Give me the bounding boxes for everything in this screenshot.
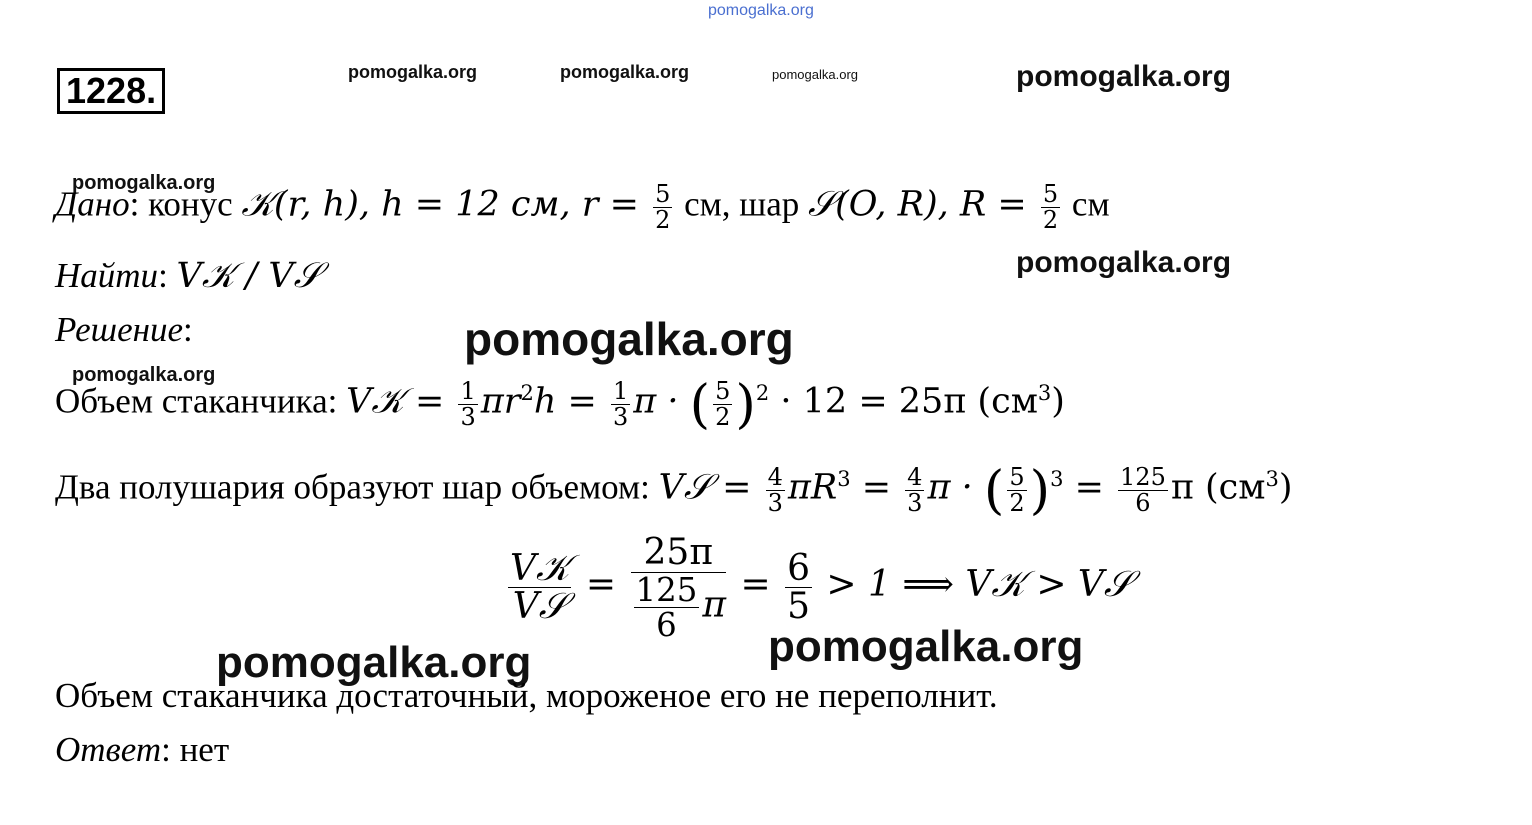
ratio-eq-2: =	[729, 564, 783, 606]
given-text-2: см, шар	[675, 184, 809, 224]
watermark-bottom-left: pomogalka.org	[216, 638, 532, 687]
find-line	[55, 256, 321, 296]
watermark-bottom-right: pomogalka.org	[768, 622, 1084, 671]
fraction-R	[1041, 182, 1060, 233]
sphere-volume-lhs: V𝒮 =	[658, 467, 763, 508]
cone-volume-mid-1: πr	[480, 381, 521, 422]
ratio-formula	[505, 534, 1132, 642]
given-args-2: (O, R), R =	[835, 184, 1038, 225]
fraction-r-num: 5	[655, 180, 671, 208]
cone-symbol: 𝒦	[241, 184, 274, 225]
cone-volume-tail-end: )	[1051, 381, 1065, 422]
sphere-volume-tail-end: )	[1278, 467, 1293, 508]
ratio-fraction-1-den: V𝒮	[512, 586, 567, 628]
watermark-center-big: pomogalka.org	[464, 313, 794, 365]
cone-volume-mid-3: π ·	[633, 381, 690, 422]
sphere-fraction-4	[1118, 462, 1168, 517]
sphere-fraction-1-num: 4	[767, 462, 783, 491]
ratio-inner-num: 125	[635, 570, 698, 609]
given-text-1: : конус	[129, 184, 242, 224]
fraction-R-den: 2	[1042, 206, 1059, 235]
ratio-tail: > 1 ⟹ V𝒦 > V𝒮	[814, 564, 1132, 606]
cone-volume-line: Объем стаканчика: V𝒦 = $\frac{1}{3}$ $\pi r^2h$ = $\frac{1}{3}$ π · ( $\frac{5}{2}$ )$^2$ · 12 = 25π $(см^3)$	[55, 374, 1065, 435]
sphere-volume-mid-4: =	[1063, 467, 1116, 508]
ratio-fraction-2-den	[631, 570, 727, 644]
cone-volume-mid-2: h =	[533, 381, 608, 422]
problem-number: 1228.	[57, 68, 165, 114]
find-expression: V𝒦 / V𝒮	[176, 256, 321, 296]
ratio-eq-1: =	[574, 564, 628, 606]
ratio-inner-pi: π	[702, 584, 727, 626]
sphere-volume-text: Два полушария образуют шар объемом:	[55, 467, 659, 507]
ratio-fraction-2	[631, 534, 727, 642]
answer-text: : нет	[161, 730, 230, 769]
sphere-fraction-2-num: 4	[907, 462, 923, 491]
given-label: Дано	[55, 184, 130, 224]
sphere-fraction-3	[1007, 462, 1026, 517]
fraction-R-num: 5	[1042, 180, 1059, 208]
answer-label: Ответ	[55, 730, 162, 769]
watermark-left-2: pomogalka.org	[72, 364, 216, 386]
cone-volume-text: Объем стаканчика:	[55, 381, 347, 421]
watermark-row1-big: pomogalka.org	[1016, 60, 1232, 93]
cone-volume-exp-1: 2	[520, 380, 534, 405]
watermark-right-mid: pomogalka.org	[1016, 246, 1232, 279]
cone-volume-exp-2: 2	[755, 380, 770, 405]
cone-fraction-3	[713, 376, 732, 431]
answer-line	[55, 730, 229, 770]
sphere-volume-exp-1: 3	[837, 466, 851, 491]
cone-fraction-3-num: 5	[715, 376, 731, 405]
sphere-fraction-2-den: 3	[907, 489, 923, 517]
watermark-left-1: pomogalka.org	[72, 172, 216, 194]
watermark-row1-b: pomogalka.org	[560, 62, 690, 82]
sphere-fraction-1-den: 3	[767, 489, 783, 517]
cone-fraction-1	[458, 376, 477, 431]
sphere-volume-tail-exp: 3	[1265, 466, 1279, 491]
ratio-fraction-2-num: 25π	[631, 534, 727, 573]
sphere-volume-line: Два полушария образуют шар объемом: V𝒮 = $\frac{4}{3}$ $\pi R^3$ = $\frac{4}{3}$ π · ( $\frac{5}{2}$ )$^3$ = $\frac{125}{6}$ π $(см^3)$	[55, 460, 1293, 521]
watermark-row1-c: pomogalka.org	[772, 67, 858, 82]
find-colon: :	[158, 256, 177, 295]
sphere-fraction-3-num: 5	[1009, 462, 1025, 491]
cone-volume-tail: · 12 = 25π (см	[769, 381, 1038, 422]
sphere-fraction-3-den: 2	[1009, 489, 1025, 517]
sphere-volume-tail: π (см	[1170, 467, 1266, 508]
solution-label: Решение	[55, 310, 184, 349]
watermark-row1-a: pomogalka.org	[348, 62, 478, 82]
given-line	[55, 182, 1110, 233]
ratio-inner-den: 6	[656, 605, 677, 644]
given-unit: см	[1063, 184, 1110, 224]
cone-fraction-1-num: 1	[460, 376, 476, 405]
ratio-fraction-3	[785, 547, 812, 628]
cone-volume-lhs: V𝒦 =	[346, 381, 456, 422]
sphere-fraction-2	[905, 462, 924, 517]
solution-line	[55, 310, 193, 350]
sphere-volume-mid-2: =	[850, 467, 903, 508]
ratio-fraction-1	[508, 547, 571, 628]
find-label: Найти	[55, 256, 159, 295]
given-args-1: (r, h), h = 12 см, r =	[273, 184, 651, 225]
cone-fraction-2	[611, 376, 630, 431]
ratio-fraction-1-num: V𝒦	[510, 547, 570, 589]
cone-fraction-3-den: 2	[715, 403, 731, 431]
solution-colon: :	[183, 310, 193, 349]
sphere-fraction-1	[766, 462, 785, 517]
sphere-volume-mid-1: πR	[787, 467, 838, 508]
cone-fraction-2-num: 1	[612, 376, 629, 405]
cone-fraction-1-den: 3	[460, 403, 476, 431]
fraction-r	[653, 182, 672, 233]
sphere-fraction-4-den: 6	[1135, 489, 1151, 517]
sphere-volume-exp-2: 3	[1050, 466, 1064, 491]
ratio-inner-fraction	[634, 570, 700, 644]
ratio-fraction-3-den: 5	[787, 586, 810, 628]
fraction-r-den: 2	[655, 206, 671, 235]
conclusion: Объем стаканчика достаточный, мороженое его не переполнит.	[55, 676, 998, 715]
ratio-fraction-3-num: 6	[787, 547, 810, 589]
sphere-fraction-4-num: 125	[1120, 462, 1166, 491]
sphere-symbol: 𝒮	[808, 184, 836, 225]
cone-fraction-2-den: 3	[612, 403, 629, 431]
sphere-volume-mid-3: π ·	[927, 467, 984, 508]
cone-volume-tail-exp: 3	[1037, 380, 1052, 405]
watermark-top: pomogalka.org	[708, 2, 814, 19]
